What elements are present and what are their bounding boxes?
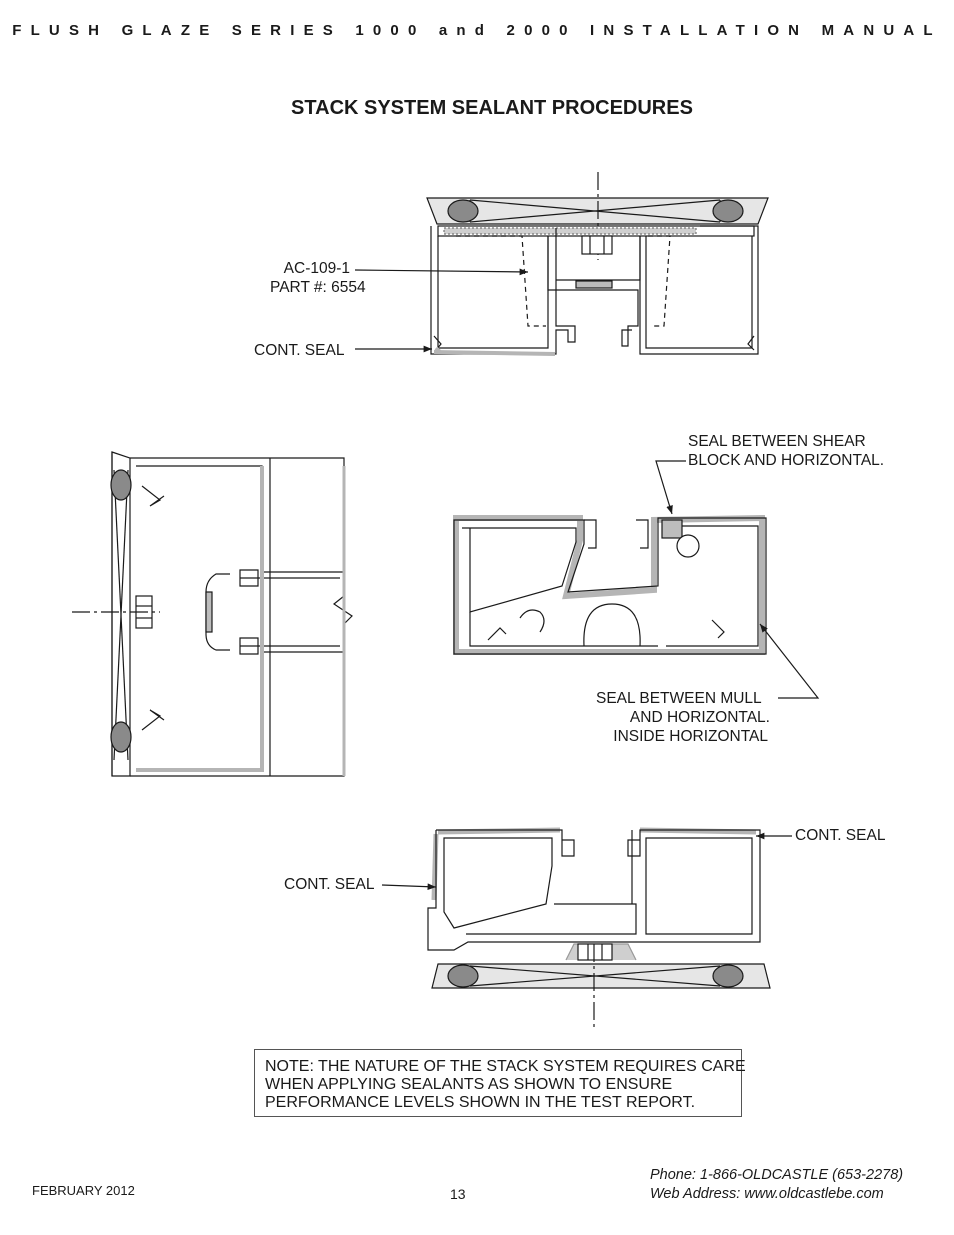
- page-number: 13: [450, 1186, 466, 1202]
- footer-contact: [650, 1166, 903, 1204]
- note-box: [254, 1049, 746, 1117]
- bottom-section-drawing: [382, 830, 792, 1028]
- right-section-drawing: [454, 461, 818, 698]
- footer-date: FEBRUARY 2012: [32, 1183, 135, 1198]
- web-address-text: Web Address: www.oldcastlebe.com: [650, 1186, 884, 1202]
- document-header: FLUSH GLAZE SERIES 1000 and 2000 INSTALLATION MANUAL: [12, 22, 942, 39]
- gasket-icon: [448, 965, 478, 987]
- cont-seal-bottom-left-label: CONT. SEAL: [284, 876, 375, 893]
- note-line: NOTE: THE NATURE OF THE STACK SYSTEM REQUIRES CARE: [265, 1058, 746, 1075]
- note-line: PERFORMANCE LEVELS SHOWN IN THE TEST REPORT.: [265, 1094, 696, 1111]
- shear-seal-label: SEAL BETWEEN SHEAR BLOCK AND HORIZONTAL.: [688, 433, 885, 469]
- gasket-icon: [713, 200, 743, 222]
- page-title: STACK SYSTEM SEALANT PROCEDURES: [291, 97, 693, 119]
- cont-seal-top-label: CONT. SEAL: [254, 342, 345, 359]
- note-line: WHEN APPLYING SEALANTS AS SHOWN TO ENSURE: [265, 1076, 673, 1093]
- gasket-icon: [111, 722, 131, 752]
- gasket-icon: [111, 470, 131, 500]
- left-section-drawing: [72, 452, 352, 776]
- phone-text: Phone: 1-866-OLDCASTLE (653-2278): [650, 1167, 904, 1183]
- top-section-drawing: [355, 172, 768, 354]
- cont-seal-bottom-right-label: CONT. SEAL: [795, 827, 886, 844]
- gasket-icon: [713, 965, 743, 987]
- mull-seal-label: SEAL BETWEEN MULL AND HORIZONTAL. INSIDE HORIZONTAL: [596, 690, 770, 745]
- part-number-label: AC-109-1 PART #: 6554: [270, 260, 366, 296]
- gasket-icon: [448, 200, 478, 222]
